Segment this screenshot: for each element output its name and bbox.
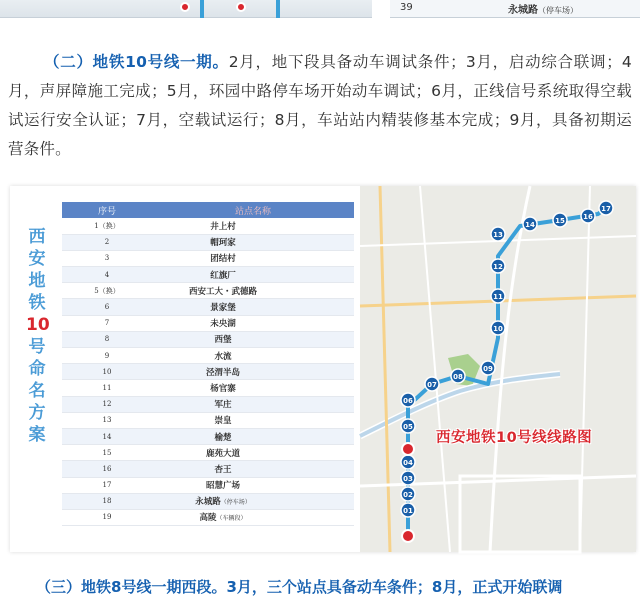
station-marker-label: 06 bbox=[403, 397, 413, 405]
bottom-cropped-strip bbox=[0, 570, 640, 596]
header-name: 站点名称 bbox=[152, 202, 354, 218]
table-row bbox=[62, 234, 354, 250]
naming-scheme-figure bbox=[10, 186, 636, 552]
route-map-svg bbox=[360, 186, 636, 552]
table-row bbox=[62, 428, 354, 444]
station-marker-label: 16 bbox=[583, 213, 593, 221]
section-heading: （二）地铁10号线一期。 bbox=[44, 53, 229, 71]
station-name: 杏王 bbox=[152, 461, 354, 477]
station-table bbox=[62, 202, 354, 526]
terminal-station-south bbox=[402, 443, 414, 455]
station-marker-label: 07 bbox=[427, 381, 437, 389]
vertical-title bbox=[26, 226, 48, 446]
station-marker-label: 10 bbox=[493, 325, 503, 333]
table-row bbox=[62, 412, 354, 428]
station-dot bbox=[180, 2, 190, 12]
station-name: 杨官寨 bbox=[152, 380, 354, 396]
route-map bbox=[360, 186, 636, 552]
station-name: 西堡 bbox=[152, 331, 354, 347]
station-marker-label: 09 bbox=[483, 365, 493, 373]
station-number: 4 bbox=[62, 267, 152, 283]
row-number: 39 bbox=[400, 2, 413, 13]
table-row bbox=[62, 218, 354, 234]
station-marker-label: 13 bbox=[493, 231, 503, 239]
station-name: 帽珂家 bbox=[152, 234, 354, 250]
station-number: 6 bbox=[62, 299, 152, 315]
station-name: 未央湖 bbox=[152, 315, 354, 331]
section-body: 2月，地下段具备动车调试条件；3月，启动综合联调；4月，声屏障施工完成；5月，环园中路停车场开始动车调试；6月，正线信号系统取得空载试运行安全认证；7月，空载试运行；8月，车站站内精装修基本完成；9月，具备初期运营条件。 bbox=[8, 53, 632, 158]
table-row bbox=[62, 477, 354, 493]
table-row bbox=[62, 364, 354, 380]
table-row bbox=[62, 461, 354, 477]
previous-table-fragment bbox=[390, 0, 640, 18]
station-number: 16 bbox=[62, 461, 152, 477]
table-row bbox=[62, 250, 354, 266]
station-number: 9 bbox=[62, 348, 152, 364]
station-number: 15 bbox=[62, 445, 152, 461]
station-name: 井上村 bbox=[152, 218, 354, 234]
station-number: 11 bbox=[62, 380, 152, 396]
station-name: 水流 bbox=[152, 348, 354, 364]
table-row bbox=[62, 299, 354, 315]
station-name: 昭慧广场 bbox=[152, 477, 354, 493]
station-marker-label: 12 bbox=[493, 263, 503, 271]
station-name: 团结村 bbox=[152, 250, 354, 266]
station-marker-label: 08 bbox=[453, 373, 463, 381]
vertical-title-bottom: 号命名方案 bbox=[28, 337, 46, 445]
station-number: 17 bbox=[62, 477, 152, 493]
table-row bbox=[62, 493, 354, 509]
table-row bbox=[62, 267, 354, 283]
station-marker-label: 05 bbox=[403, 423, 413, 431]
station-marker-label: 11 bbox=[493, 293, 503, 301]
station-dot bbox=[236, 2, 246, 12]
section-paragraph bbox=[8, 48, 632, 164]
station-name: 永城路（停车场） bbox=[152, 493, 354, 509]
station-name: 西安工大・武德路 bbox=[152, 283, 354, 299]
vertical-title-top: 西安地铁 bbox=[28, 227, 46, 313]
station-number: 1（换） bbox=[62, 218, 152, 234]
table-row bbox=[62, 348, 354, 364]
station-marker-label: 01 bbox=[403, 507, 413, 515]
station-name: 榆楚 bbox=[152, 428, 354, 444]
table-row bbox=[62, 283, 354, 299]
table-row bbox=[62, 396, 354, 412]
terminal-station-depot bbox=[402, 530, 414, 542]
previous-map-fragment bbox=[0, 0, 372, 18]
station-marker-label: 15 bbox=[555, 217, 565, 225]
station-marker-label: 17 bbox=[601, 205, 611, 213]
route-line-fragment bbox=[200, 0, 204, 18]
station-marker-label: 03 bbox=[403, 475, 413, 483]
station-name: 军庄 bbox=[152, 396, 354, 412]
station-name: 高陵（车辆段） bbox=[152, 509, 354, 525]
station-name: 泾渭半岛 bbox=[152, 364, 354, 380]
station-number: 5（换） bbox=[62, 283, 152, 299]
table-row bbox=[62, 331, 354, 347]
next-section-heading: （三）地铁8号线一期西段。3月，三个站点具备动车条件；8月，正式开始联调 bbox=[36, 578, 563, 596]
station-number: 8 bbox=[62, 331, 152, 347]
map-caption: 西安地铁10号线线路图 bbox=[436, 430, 593, 446]
station-marker-label: 14 bbox=[525, 221, 535, 229]
table-row bbox=[62, 380, 354, 396]
station-number: 18 bbox=[62, 493, 152, 509]
station-number: 10 bbox=[62, 364, 152, 380]
table-row bbox=[62, 445, 354, 461]
row-station: 永城路（停车场） bbox=[508, 5, 578, 16]
station-number: 13 bbox=[62, 412, 152, 428]
table-row bbox=[62, 315, 354, 331]
station-name: 红旗厂 bbox=[152, 267, 354, 283]
station-number: 19 bbox=[62, 509, 152, 525]
station-name: 崇皇 bbox=[152, 412, 354, 428]
vertical-title-number: 10 bbox=[26, 315, 50, 335]
station-marker-label: 02 bbox=[403, 491, 413, 499]
top-cropped-strip bbox=[0, 0, 640, 18]
route-line-fragment bbox=[276, 0, 280, 18]
station-name: 鹿苑大道 bbox=[152, 445, 354, 461]
header-num: 序号 bbox=[62, 202, 152, 218]
station-number: 14 bbox=[62, 428, 152, 444]
station-number: 7 bbox=[62, 315, 152, 331]
table-row bbox=[62, 509, 354, 525]
station-number: 2 bbox=[62, 234, 152, 250]
station-number: 12 bbox=[62, 396, 152, 412]
station-name: 景家堡 bbox=[152, 299, 354, 315]
station-number: 3 bbox=[62, 250, 152, 266]
station-marker-label: 04 bbox=[403, 459, 413, 467]
